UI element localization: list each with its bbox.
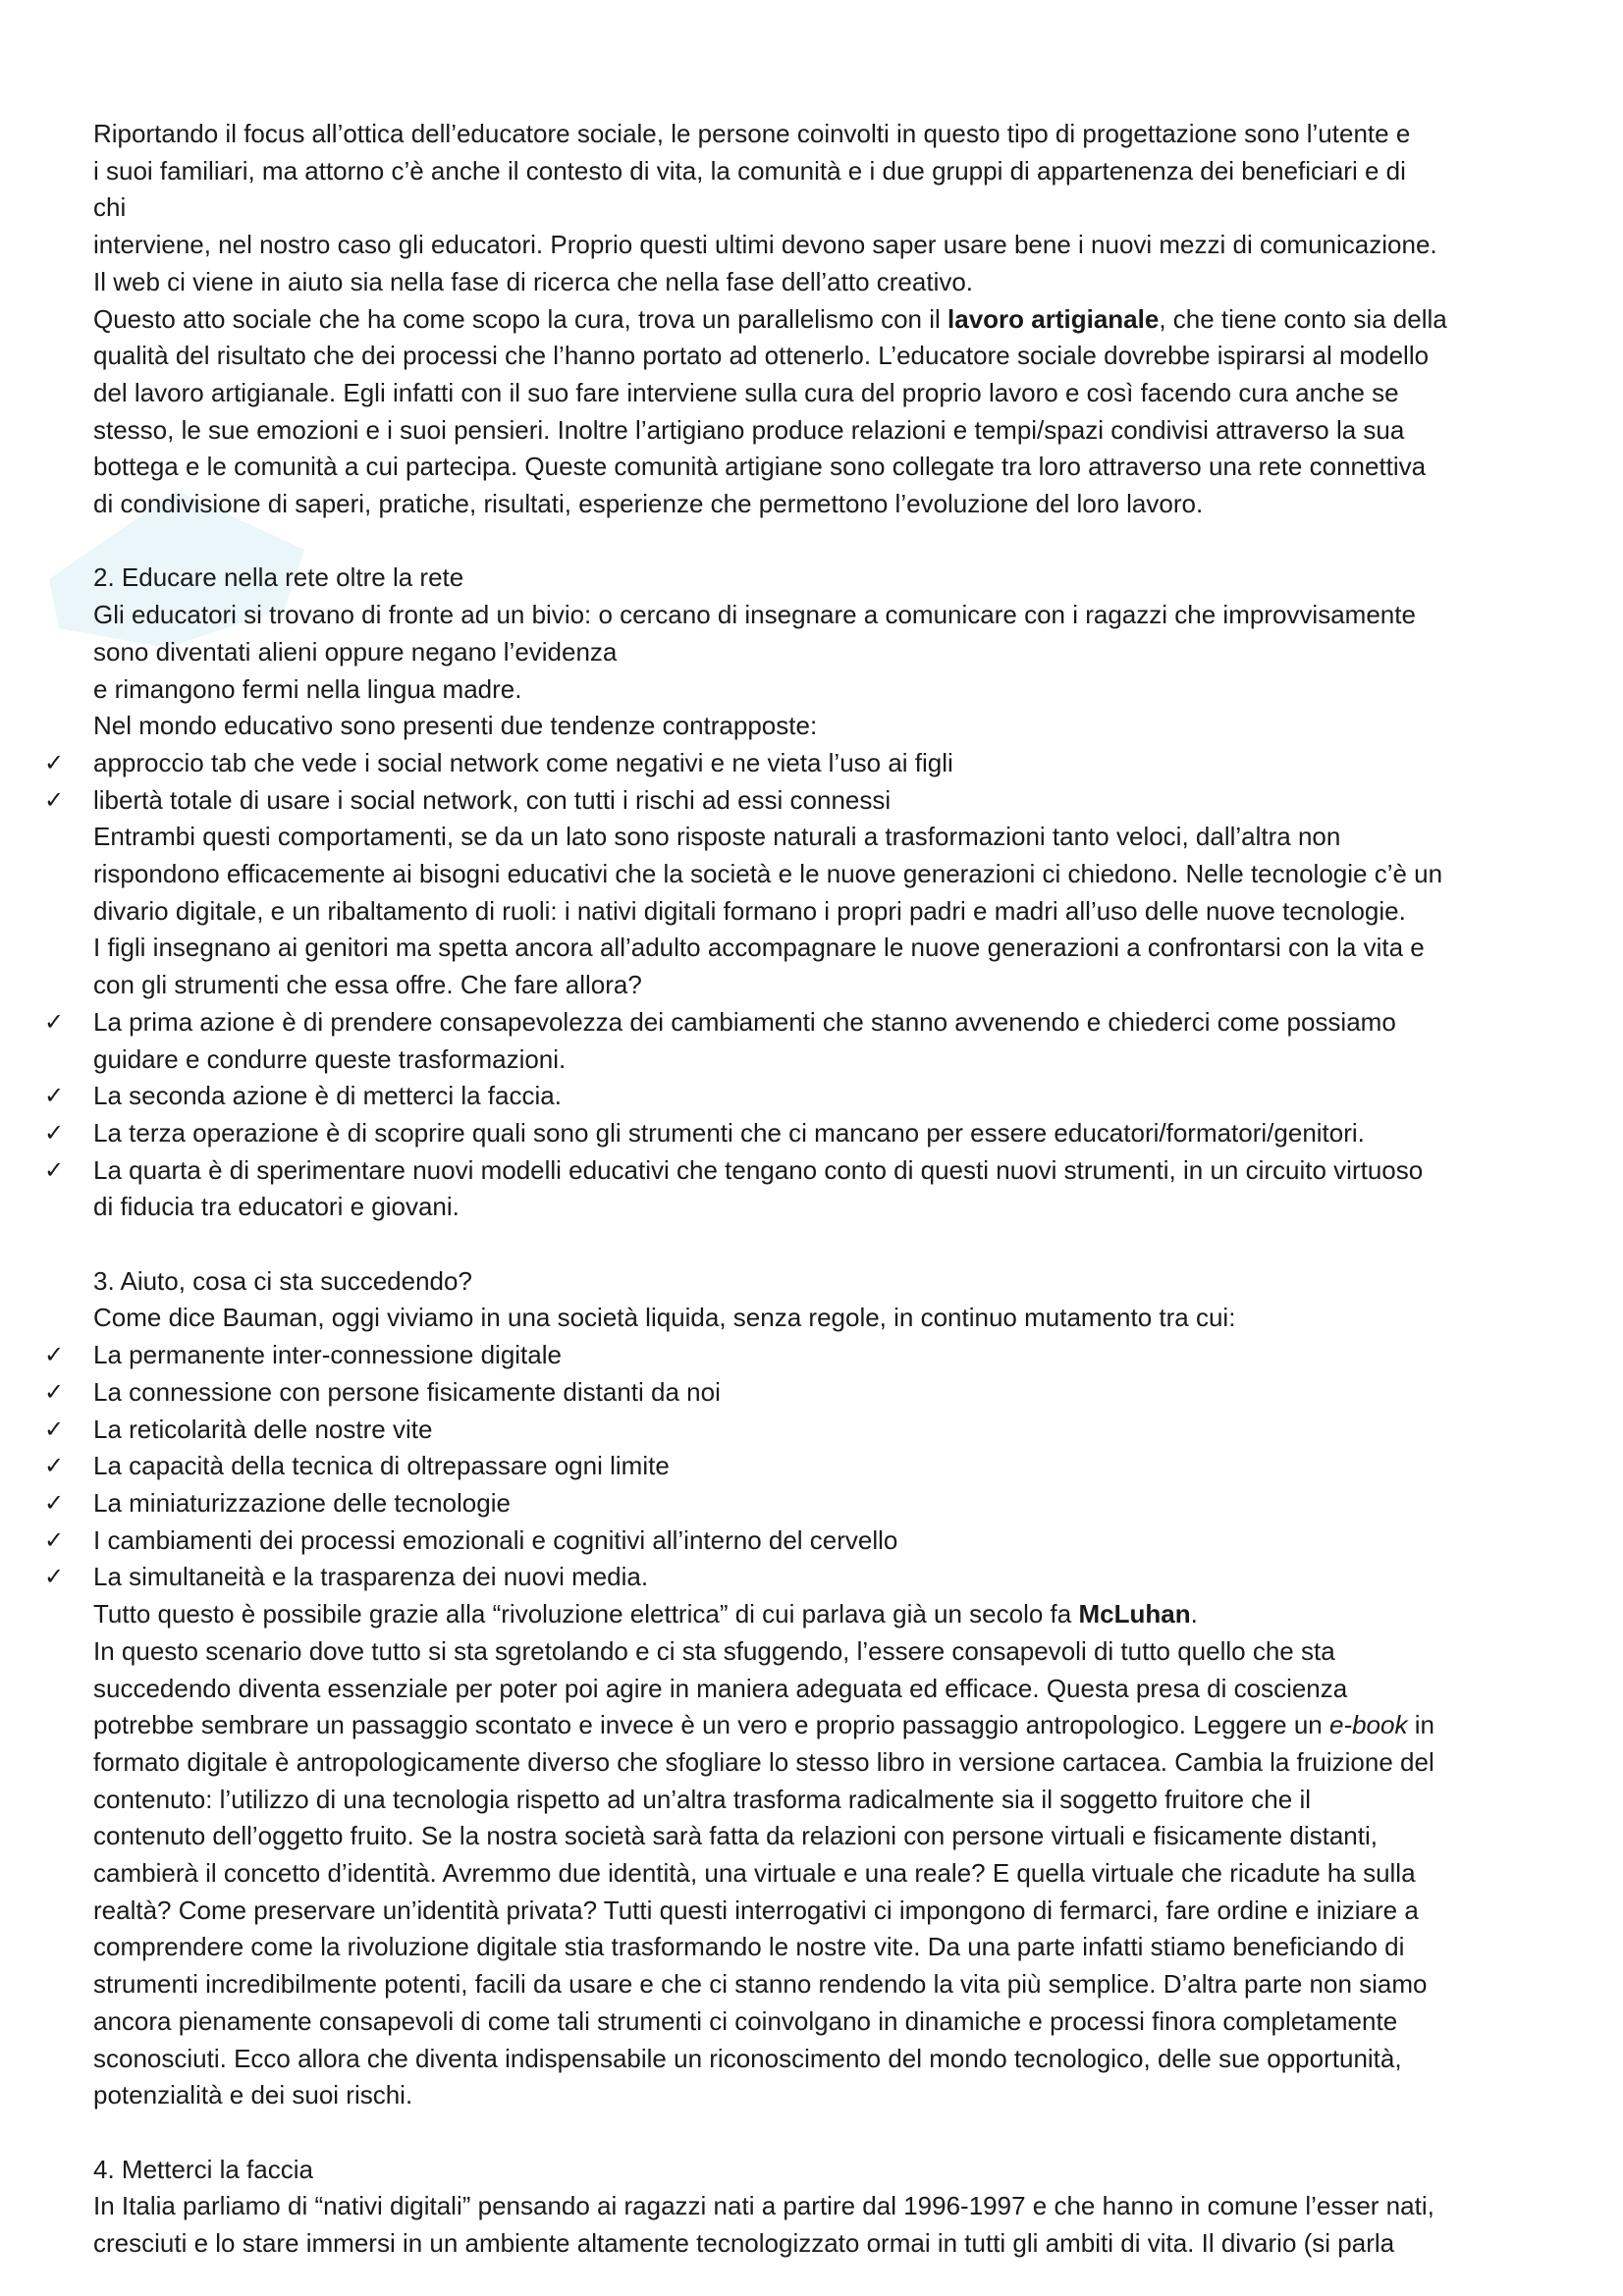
checkmark-icon: ✓: [43, 1377, 65, 1406]
section-2: [43, 560, 1561, 1226]
bullet-item: [43, 1374, 1561, 1412]
text-line: Come dice Bauman, oggi viviamo in una società liquida, senza regole, in continuo mutamento tra cui:: [93, 1303, 1236, 1333]
bullet-item: [43, 1559, 1561, 1596]
text-segment: Questo atto sociale che ha come scopo la cura, trova un parallelismo con il: [93, 303, 948, 334]
text-line: potenzialità e dei suoi rischi.: [93, 2080, 413, 2110]
text-line: contenuto: l’utilizzo di una tecnologia rispetto ad un’altra trasforma radicalmente sia il soggetto fruitore che il: [93, 1784, 1312, 1814]
text-line: strumenti incredibilmente potenti, facili da usare e che ci stanno rendendo la vita più semplice. D’altra parte non siamo: [93, 1969, 1428, 2000]
checkmark-icon: ✓: [43, 785, 65, 814]
bullet-item: [43, 1448, 1561, 1485]
bullet-continuation: di fiducia tra educatori e giovani.: [93, 1192, 460, 1222]
text-line: bottega e le comunità a cui partecipa. Queste comunità artigiane sono collegate tra loro attraverso una rete connettiva: [93, 452, 1427, 482]
text-line: chi: [93, 192, 127, 223]
checkmark-icon: ✓: [43, 1415, 65, 1443]
checkmark-icon: ✓: [43, 748, 65, 776]
bullet-text: La prima azione è di prendere consapevolezza dei cambiamenti che stanno avvenendo e chiederci come possiamo: [93, 1006, 1396, 1037]
text-line: comprendere come la rivoluzione digitale stia trasformando le nostre vite. Da una parte infatti stiamo beneficiando di: [93, 1932, 1405, 1962]
bullet-text: La seconda azione è di metterci la faccia.: [93, 1081, 562, 1111]
bullet-text: libertà totale di usare i social network, con tutti i rischi ad essi connessi: [93, 784, 892, 815]
text-line: sconosciuti. Ecco allora che diventa indispensabile un riconoscimento del mondo tecnologico, delle sue opportunità,: [93, 2043, 1402, 2073]
text-line: qualità del risultato che dei processi che l’hanno portato ad ottenerlo. L’educatore sociale dovrebbe ispirarsi al modello: [93, 341, 1430, 371]
text-line: interviene, nel nostro caso gli educatori. Proprio questi ultimi devono saper usare bene i nuovi mezzi di comunicazione.: [93, 230, 1437, 260]
bullet-text: La reticolarità delle nostre vite: [93, 1414, 433, 1444]
bullet-text: La connessione con persone fisicamente distanti da noi: [93, 1376, 721, 1407]
paragraph-artigianale: [93, 301, 1561, 523]
section-3: [43, 1263, 1561, 2114]
bullet-text: La simultaneità e la trasparenza dei nuovi media.: [93, 1562, 649, 1592]
bullet-item: [43, 745, 1561, 782]
text-line: In Italia parliamo di “nativi digitali” pensando ai ragazzi nati a partire dal 1996-1997 e che hanno in comune l’esser nati,: [93, 2191, 1434, 2221]
text-line: [93, 1707, 1561, 1744]
text-segment: potrebbe sembrare un passaggio scontato e invece è un vero e proprio passaggio antropologico. Leggere un: [93, 1710, 1329, 1740]
text-line: Nel mondo educativo sono presenti due tendenze contrapposte:: [93, 711, 818, 741]
bullet-item: [43, 1152, 1561, 1190]
text-line: cambierà il concetto d’identità. Avremmo due identità, una virtuale e una reale? E quella virtuale che ricadute ha sulla: [93, 1858, 1416, 1889]
document-page: [43, 116, 1561, 2263]
text-line: stesso, le sue emozioni e i suoi pensieri. Inoltre l’artigiano produce relazioni e tempi/spazi condivisi attraverso la sua: [93, 414, 1405, 445]
paragraph-gap: [93, 523, 1561, 561]
bullet-text: La terza operazione è di scoprire quali sono gli strumenti che ci mancano per essere educatori/formatori/genitori.: [93, 1117, 1365, 1148]
bullet-text: I cambiamenti dei processi emozionali e cognitivi all’interno del cervello: [93, 1524, 898, 1555]
bullet-item: [43, 1412, 1561, 1449]
bullet-text: La permanente inter-connessione digitale: [93, 1340, 562, 1370]
checkmark-icon: ✓: [43, 1082, 65, 1110]
checkmark-icon: ✓: [43, 1525, 65, 1554]
bold-term: McLuhan: [1078, 1599, 1191, 1629]
paragraph-gap: [93, 2114, 1561, 2152]
checkmark-icon: ✓: [43, 1155, 65, 1184]
checkmark-icon: ✓: [43, 1341, 65, 1369]
paragraph-gap: [93, 1226, 1561, 1263]
bold-term: lavoro artigianale: [947, 303, 1160, 334]
bullet-item: [43, 782, 1561, 820]
text-line: realtà? Come preservare un’identità privata? Tutti questi interrogativi ci impongono di fermarci, fare ordine e iniziare a: [93, 1895, 1419, 1925]
text-line: succedendo diventa essenziale per poter poi agire in maniera adeguata ed efficace. Questa presa di coscienza: [93, 1673, 1348, 1703]
checkmark-icon: ✓: [43, 1118, 65, 1147]
bullet-item: [43, 1485, 1561, 1522]
section-heading: 2. Educare nella rete oltre la rete: [93, 562, 464, 593]
text-line: Entrambi questi comportamenti, se da un lato sono risposte naturali a trasformazioni tanto veloci, dall’altra non: [93, 822, 1341, 852]
section-4: [93, 2152, 1561, 2263]
text-segment: in: [1407, 1710, 1434, 1740]
text-line: Riportando il focus all’ottica dell’educatore sociale, le persone coinvolti in questo tipo di progettazione sono l’utente e: [93, 119, 1411, 148]
text-segment: , che tiene conto sia della: [1159, 303, 1447, 334]
checkmark-icon: ✓: [43, 1007, 65, 1036]
bullet-text: approccio tab che vede i social network come negativi e ne vieta l’uso ai figli: [93, 747, 953, 777]
section-heading: 4. Metterci la faccia: [93, 2154, 313, 2184]
text-line: cresciuti e lo stare immersi in un ambiente altamente tecnologizzato ormai in tutti gli ambiti di vita. Il divario (si parla: [93, 2228, 1395, 2259]
text-line: [93, 1596, 1561, 1633]
text-line: di condivisione di saperi, pratiche, risultati, esperienze che permettono l’evoluzione del loro lavoro.: [93, 489, 1204, 519]
text-line: In questo scenario dove tutto si sta sgretolando e ci sta sfuggendo, l’essere consapevoli di tutto quello che sta: [93, 1635, 1335, 1666]
bullet-text: La quarta è di sperimentare nuovi modelli educativi che tengano conto di questi nuovi strumenti, in un circuito virtuoso: [93, 1154, 1424, 1185]
bullet-item: [43, 1337, 1561, 1374]
bullet-continuation: guidare e condurre queste trasformazioni.: [93, 1043, 567, 1074]
paragraph-intro: [93, 116, 1561, 301]
text-segment: .: [1190, 1599, 1198, 1629]
text-line: Il web ci viene in aiuto sia nella fase di ricerca che nella fase dell’atto creativo.: [93, 266, 974, 296]
text-line: rispondono efficacemente ai bisogni educativi che la società e le nuove generazioni ci chiedono. Nelle tecnologie c’è un: [93, 859, 1443, 889]
text-line: i suoi familiari, ma attorno c’è anche il contesto di vita, la comunità e i due gruppi di appartenenza dei beneficiari e di: [93, 155, 1406, 186]
text-segment: Tutto questo è possibile grazie alla “rivoluzione elettrica” di cui parlava già un secolo fa: [93, 1599, 1079, 1629]
text-line: con gli strumenti che essa offre. Che fare allora?: [93, 970, 642, 1000]
text-line: contenuto dell’oggetto fruito. Se la nostra società sarà fatta da relazioni con persone virtuali e fisicamente distanti,: [93, 1821, 1378, 1851]
italic-term: e-book: [1328, 1710, 1408, 1740]
bullet-item: [43, 1522, 1561, 1560]
checkmark-icon: ✓: [43, 1488, 65, 1517]
text-line: divario digitale, e un ribaltamento di ruoli: i nativi digitali formano i propri padri e madri all’uso delle nuove tecnologie.: [93, 895, 1406, 926]
bullet-item: [43, 1078, 1561, 1115]
checkmark-icon: ✓: [43, 1563, 65, 1591]
text-line: e rimangono fermi nella lingua madre.: [93, 673, 522, 704]
bullet-item: [43, 1115, 1561, 1152]
text-line: del lavoro artigianale. Egli infatti con il suo fare interviene sulla cura del proprio lavoro e così facendo cura anche se: [93, 377, 1399, 407]
text-line: I figli insegnano ai genitori ma spetta ancora all’adulto accompagnare le nuove generazioni a confrontarsi con la vita e: [93, 933, 1425, 963]
bullet-text: La miniaturizzazione delle tecnologie: [93, 1487, 511, 1518]
checkmark-icon: ✓: [43, 1452, 65, 1480]
text-line: formato digitale è antropologicamente diverso che sfogliare lo stesso libro in versione cartacea. Cambia la fruizione del: [93, 1746, 1434, 1777]
bullet-text: La capacità della tecnica di oltrepassare ogni limite: [93, 1451, 670, 1481]
text-line: [93, 301, 1561, 339]
text-line: ancora pienamente consapevoli di come tali strumenti ci coinvolgano in dinamiche e processi finora completamente: [93, 2005, 1398, 2036]
text-line: Gli educatori si trovano di fronte ad un bivio: o cercano di insegnare a comunicare con i ragazzi che improvvisamente: [93, 600, 1416, 630]
bullet-item: [43, 1004, 1561, 1041]
section-heading: 3. Aiuto, cosa ci sta succedendo?: [93, 1265, 472, 1296]
text-line: sono diventati alieni oppure negano l’evidenza: [93, 636, 618, 667]
